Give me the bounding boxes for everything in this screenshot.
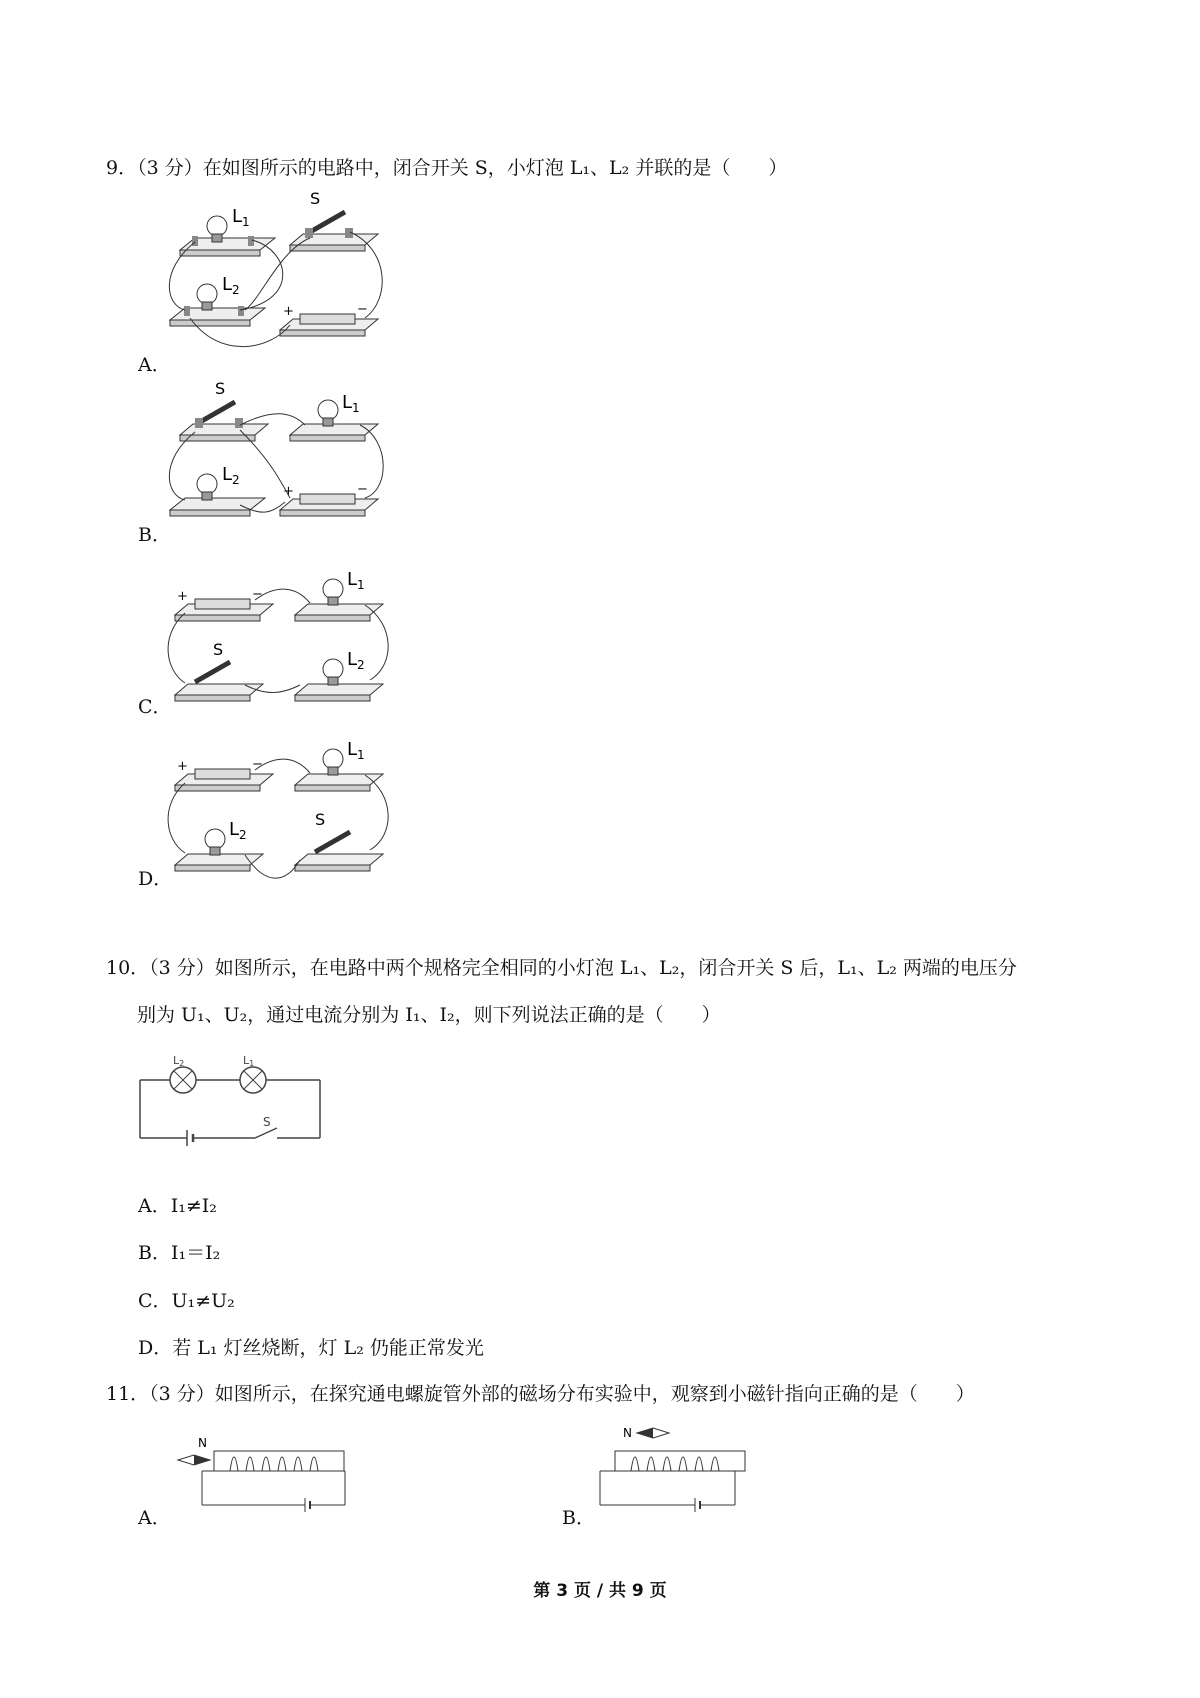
label-l1: $L_1$ — [232, 206, 250, 229]
solenoid-core — [615, 1451, 745, 1471]
q9-figure-a — [160, 190, 420, 365]
svg-text:−: − — [252, 587, 263, 602]
q11-figure-b — [595, 1425, 795, 1525]
q9-option-a-label[interactable]: A． — [138, 354, 171, 376]
q10-stem-line2: 别为 U₁、U₂，通过电流分别为 I₁、I₂，则下列说法正确的是（ ） — [137, 1004, 721, 1026]
svg-text:N: N — [198, 1436, 207, 1450]
svg-text:−: − — [357, 482, 368, 497]
svg-text:L1: $L_1$ — [347, 739, 365, 762]
bulb-board-l2 — [295, 659, 383, 701]
bulb-board-l1 — [180, 216, 275, 256]
battery-board — [280, 482, 378, 516]
q11-figure-a — [170, 1425, 370, 1525]
bulb-board-l2 — [175, 829, 263, 871]
bulb-board-l1 — [290, 400, 378, 441]
battery-board — [175, 757, 273, 791]
switch-board — [290, 212, 378, 251]
bulb-board-l1 — [295, 749, 383, 791]
q9-figure-c — [165, 555, 425, 725]
q10-option-d[interactable]: D．若 L₁ 灯丝烧断，灯 L₂ 仍能正常发光 — [138, 1337, 484, 1359]
svg-text:+: + — [283, 304, 294, 319]
svg-text:L1: L1 — [243, 1054, 255, 1068]
q11-option-b-label[interactable]: B． — [562, 1507, 595, 1529]
q10-stem-line1: 10．（3 分）如图所示，在电路中两个规格完全相同的小灯泡 L₁、L₂，闭合开关 S 后，L₁、L₂ 两端的电压分 — [106, 957, 1017, 979]
svg-text:L1: $L_1$ — [342, 392, 360, 415]
svg-text:L1: $L_1$ — [347, 569, 365, 592]
q10-option-a[interactable]: A．I₁≠I₂ — [138, 1195, 217, 1217]
switch-board — [180, 402, 268, 441]
svg-text:S: S — [315, 810, 326, 829]
q9-option-c-label[interactable]: C． — [138, 696, 172, 718]
page-footer: 第 3 页 / 共 9 页 — [533, 1581, 667, 1601]
q10-figure — [135, 1050, 335, 1150]
q9-option-d-label[interactable]: D． — [138, 868, 173, 890]
q9-figure-d — [165, 725, 425, 895]
switch-board — [175, 662, 263, 701]
switch-icon — [255, 1128, 277, 1138]
svg-text:S: S — [215, 380, 226, 398]
q10-option-b[interactable]: B．I₁＝I₂ — [138, 1242, 221, 1264]
svg-text:S: S — [213, 640, 224, 659]
bulb-board-l1 — [295, 579, 383, 621]
battery-board — [175, 587, 273, 621]
switch-board — [295, 832, 383, 871]
label-l2: $L_2$ — [222, 274, 240, 297]
label-s: S — [310, 190, 321, 208]
svg-text:−: − — [357, 302, 368, 317]
q9-option-b-label[interactable]: B． — [138, 524, 171, 546]
svg-text:L2: $L_2$ — [222, 464, 240, 487]
svg-text:L2: $L_2$ — [347, 649, 365, 672]
q9-figure-b — [160, 380, 420, 550]
svg-text:L2: $L_2$ — [229, 819, 247, 842]
svg-text:+: + — [283, 484, 294, 499]
svg-text:−: − — [252, 757, 263, 772]
solenoid-core — [214, 1451, 344, 1471]
svg-text:+: + — [177, 589, 188, 604]
svg-text:+: + — [177, 759, 188, 774]
q11-option-a-label[interactable]: A． — [138, 1507, 171, 1529]
svg-text:L2: L2 — [173, 1054, 185, 1068]
q11-stem: 11．（3 分）如图所示，在探究通电螺旋管外部的磁场分布实验中，观察到小磁针指向正确的是（ ） — [106, 1383, 975, 1405]
q9-stem: 9．（3 分）在如图所示的电路中，闭合开关 S，小灯泡 L₁、L₂ 并联的是（ ） — [106, 157, 788, 179]
svg-text:N: N — [623, 1426, 632, 1440]
q10-option-c[interactable]: C．U₁≠U₂ — [138, 1290, 235, 1312]
svg-text:S: S — [263, 1115, 271, 1129]
battery-board — [280, 302, 378, 336]
